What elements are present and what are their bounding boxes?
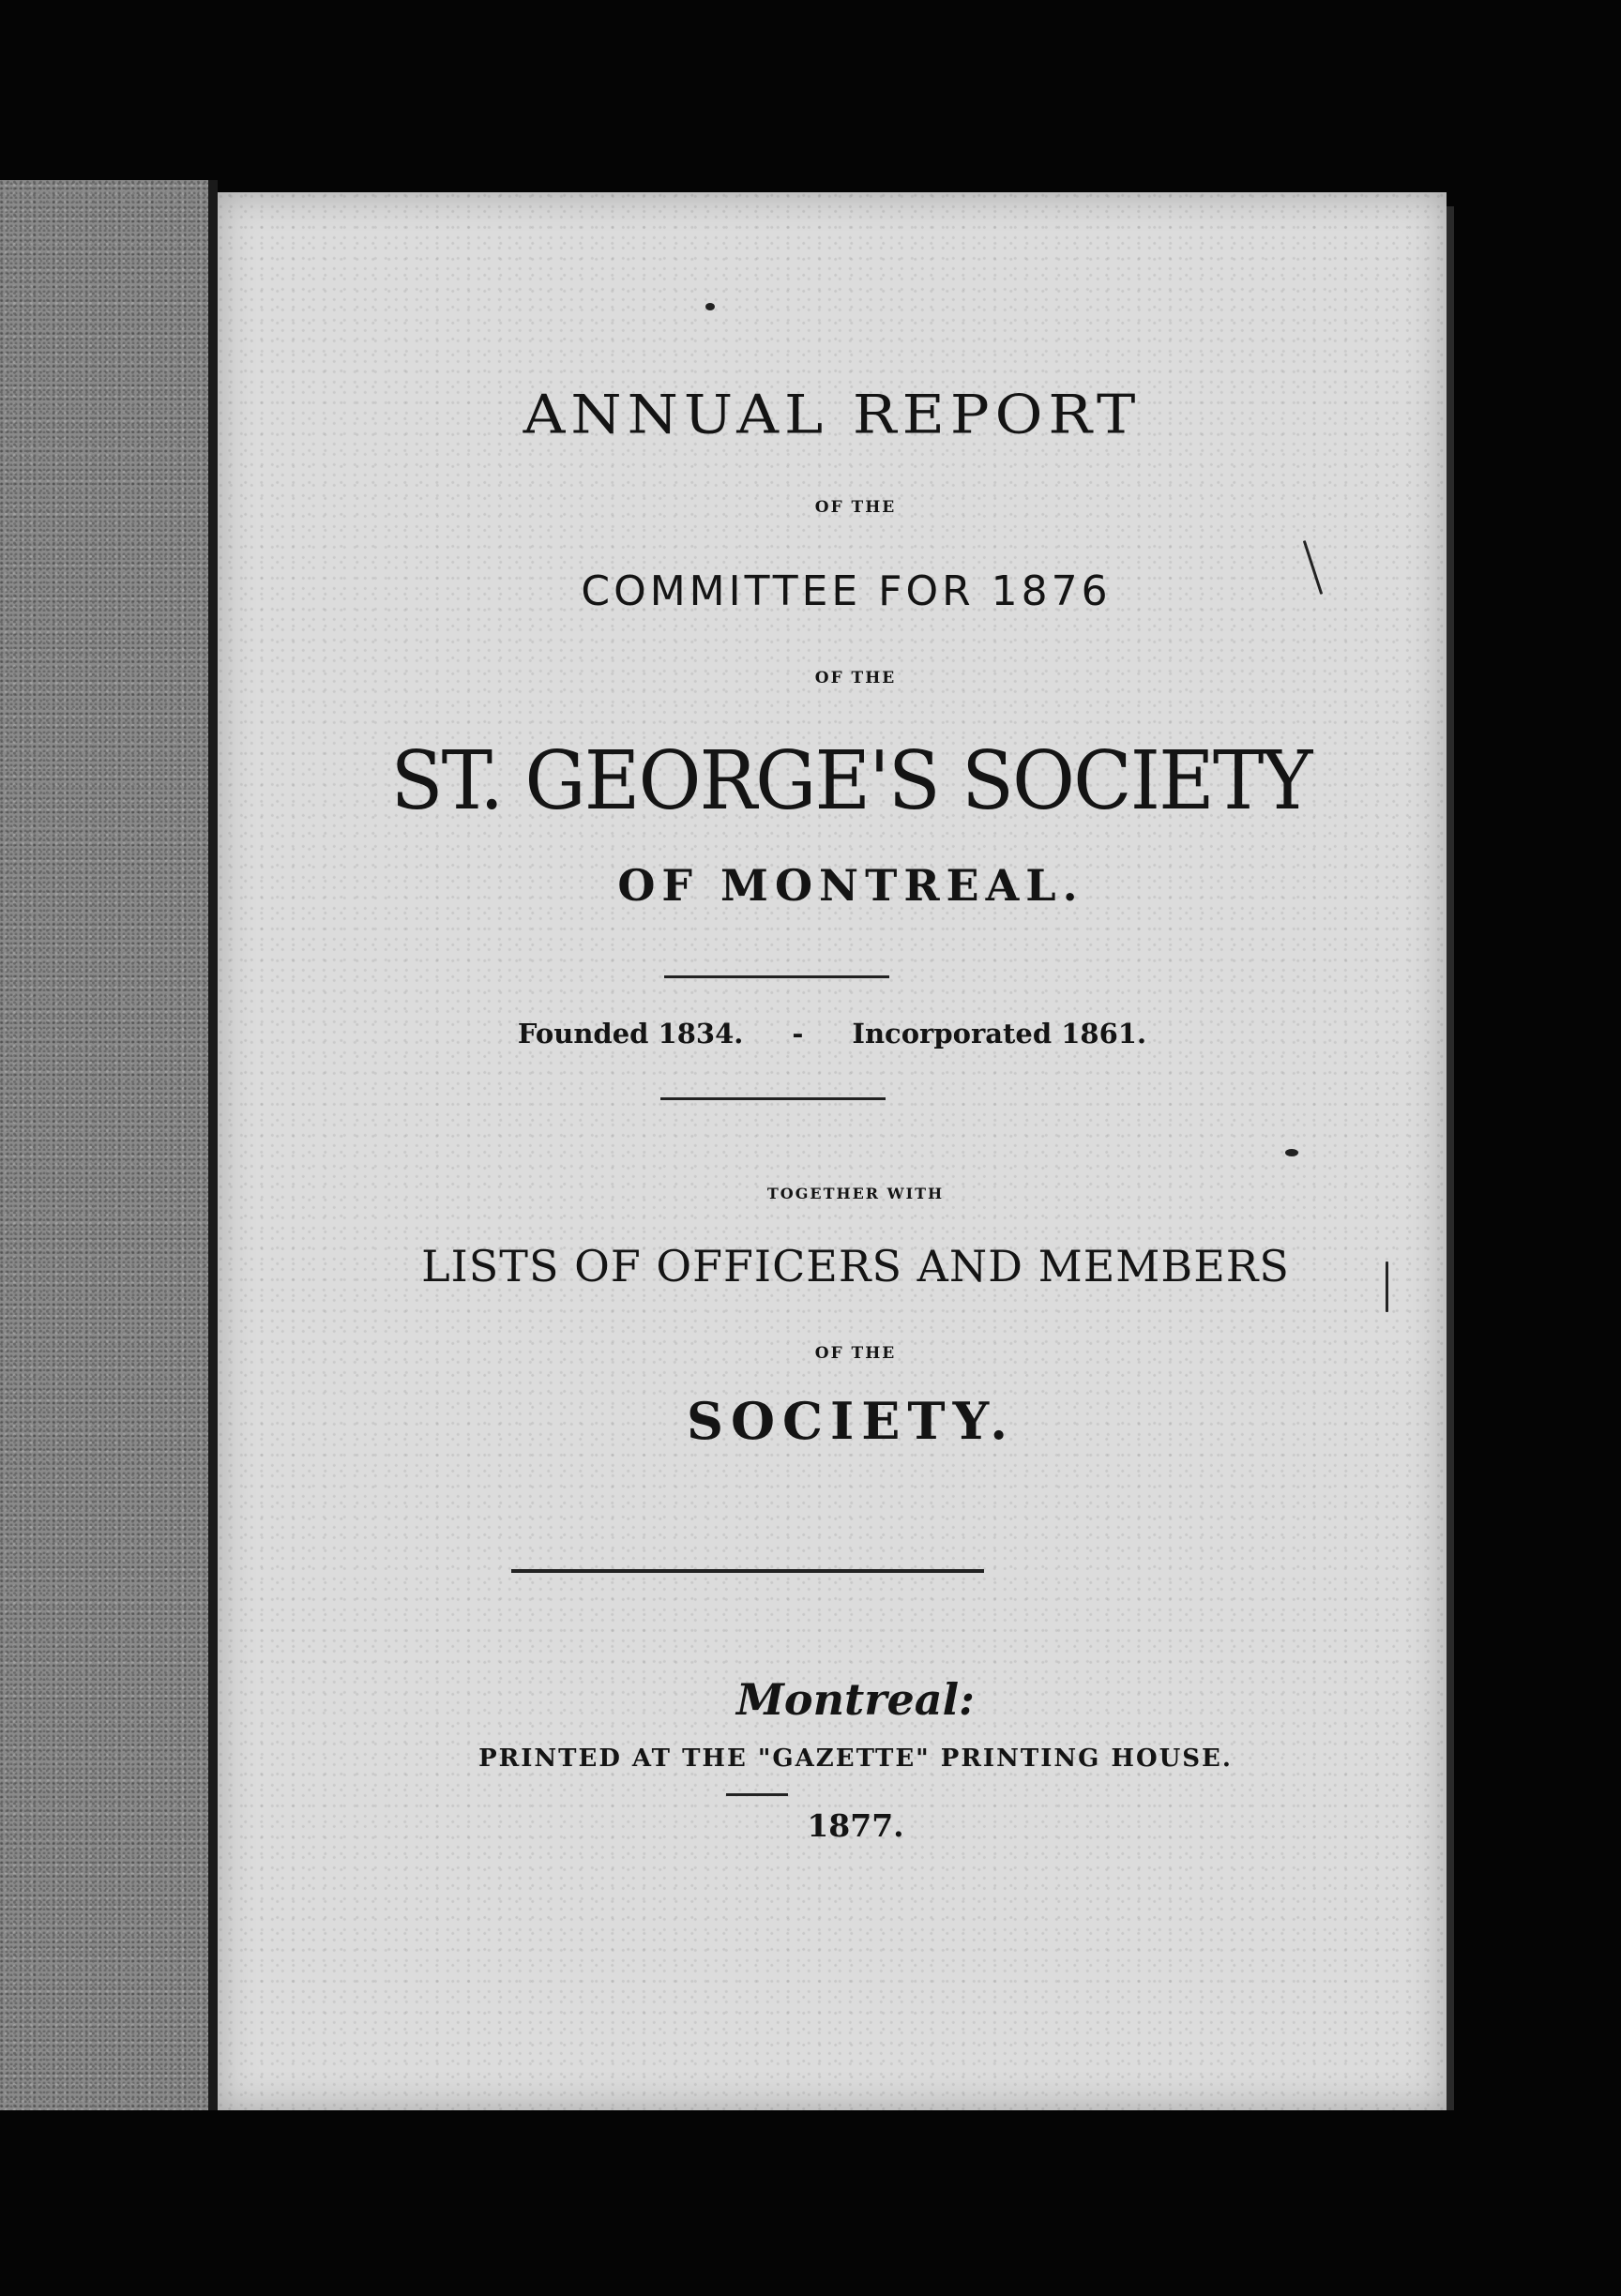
date-separator: - — [792, 1018, 804, 1050]
of-the-connector-1: OF THE — [814, 498, 897, 517]
book-spine-gap — [208, 180, 218, 2110]
of-the-connector-3: OF THE — [814, 1344, 897, 1363]
rule-divider-4 — [726, 1793, 788, 1796]
founding-dates — [218, 1018, 1447, 1050]
of-montreal-heading: OF MONTREAL. — [617, 860, 1084, 911]
rule-divider-1 — [664, 975, 889, 978]
imprint-printer: PRINTED AT THE "GAZETTE" PRINTING HOUSE. — [478, 1745, 1233, 1773]
ink-speck — [1285, 1149, 1298, 1156]
annual-report-heading: ANNUAL REPORT — [523, 382, 1142, 446]
rule-divider-2 — [660, 1097, 886, 1100]
ink-speck — [705, 303, 715, 310]
of-the-connector-2: OF THE — [814, 669, 897, 687]
ink-speck — [1386, 1261, 1388, 1312]
society-name-heading: ST. GEORGE'S SOCIETY — [390, 734, 1311, 828]
title-page — [218, 192, 1447, 2110]
lists-heading: LISTS OF OFFICERS AND MEMBERS — [421, 1241, 1290, 1292]
imprint-city: Montreal: — [735, 1674, 976, 1725]
book-cover-board — [0, 180, 208, 2110]
incorporated-text: Incorporated 1861. — [852, 1018, 1147, 1050]
founded-text: Founded 1834. — [517, 1018, 744, 1050]
rule-divider-3 — [511, 1569, 984, 1573]
society-heading: SOCIETY. — [686, 1391, 1015, 1451]
imprint-year: 1877. — [807, 1807, 904, 1844]
together-with-connector: TOGETHER WITH — [766, 1185, 945, 1202]
committee-heading: COMMITTEE FOR 1876 — [581, 567, 1112, 615]
